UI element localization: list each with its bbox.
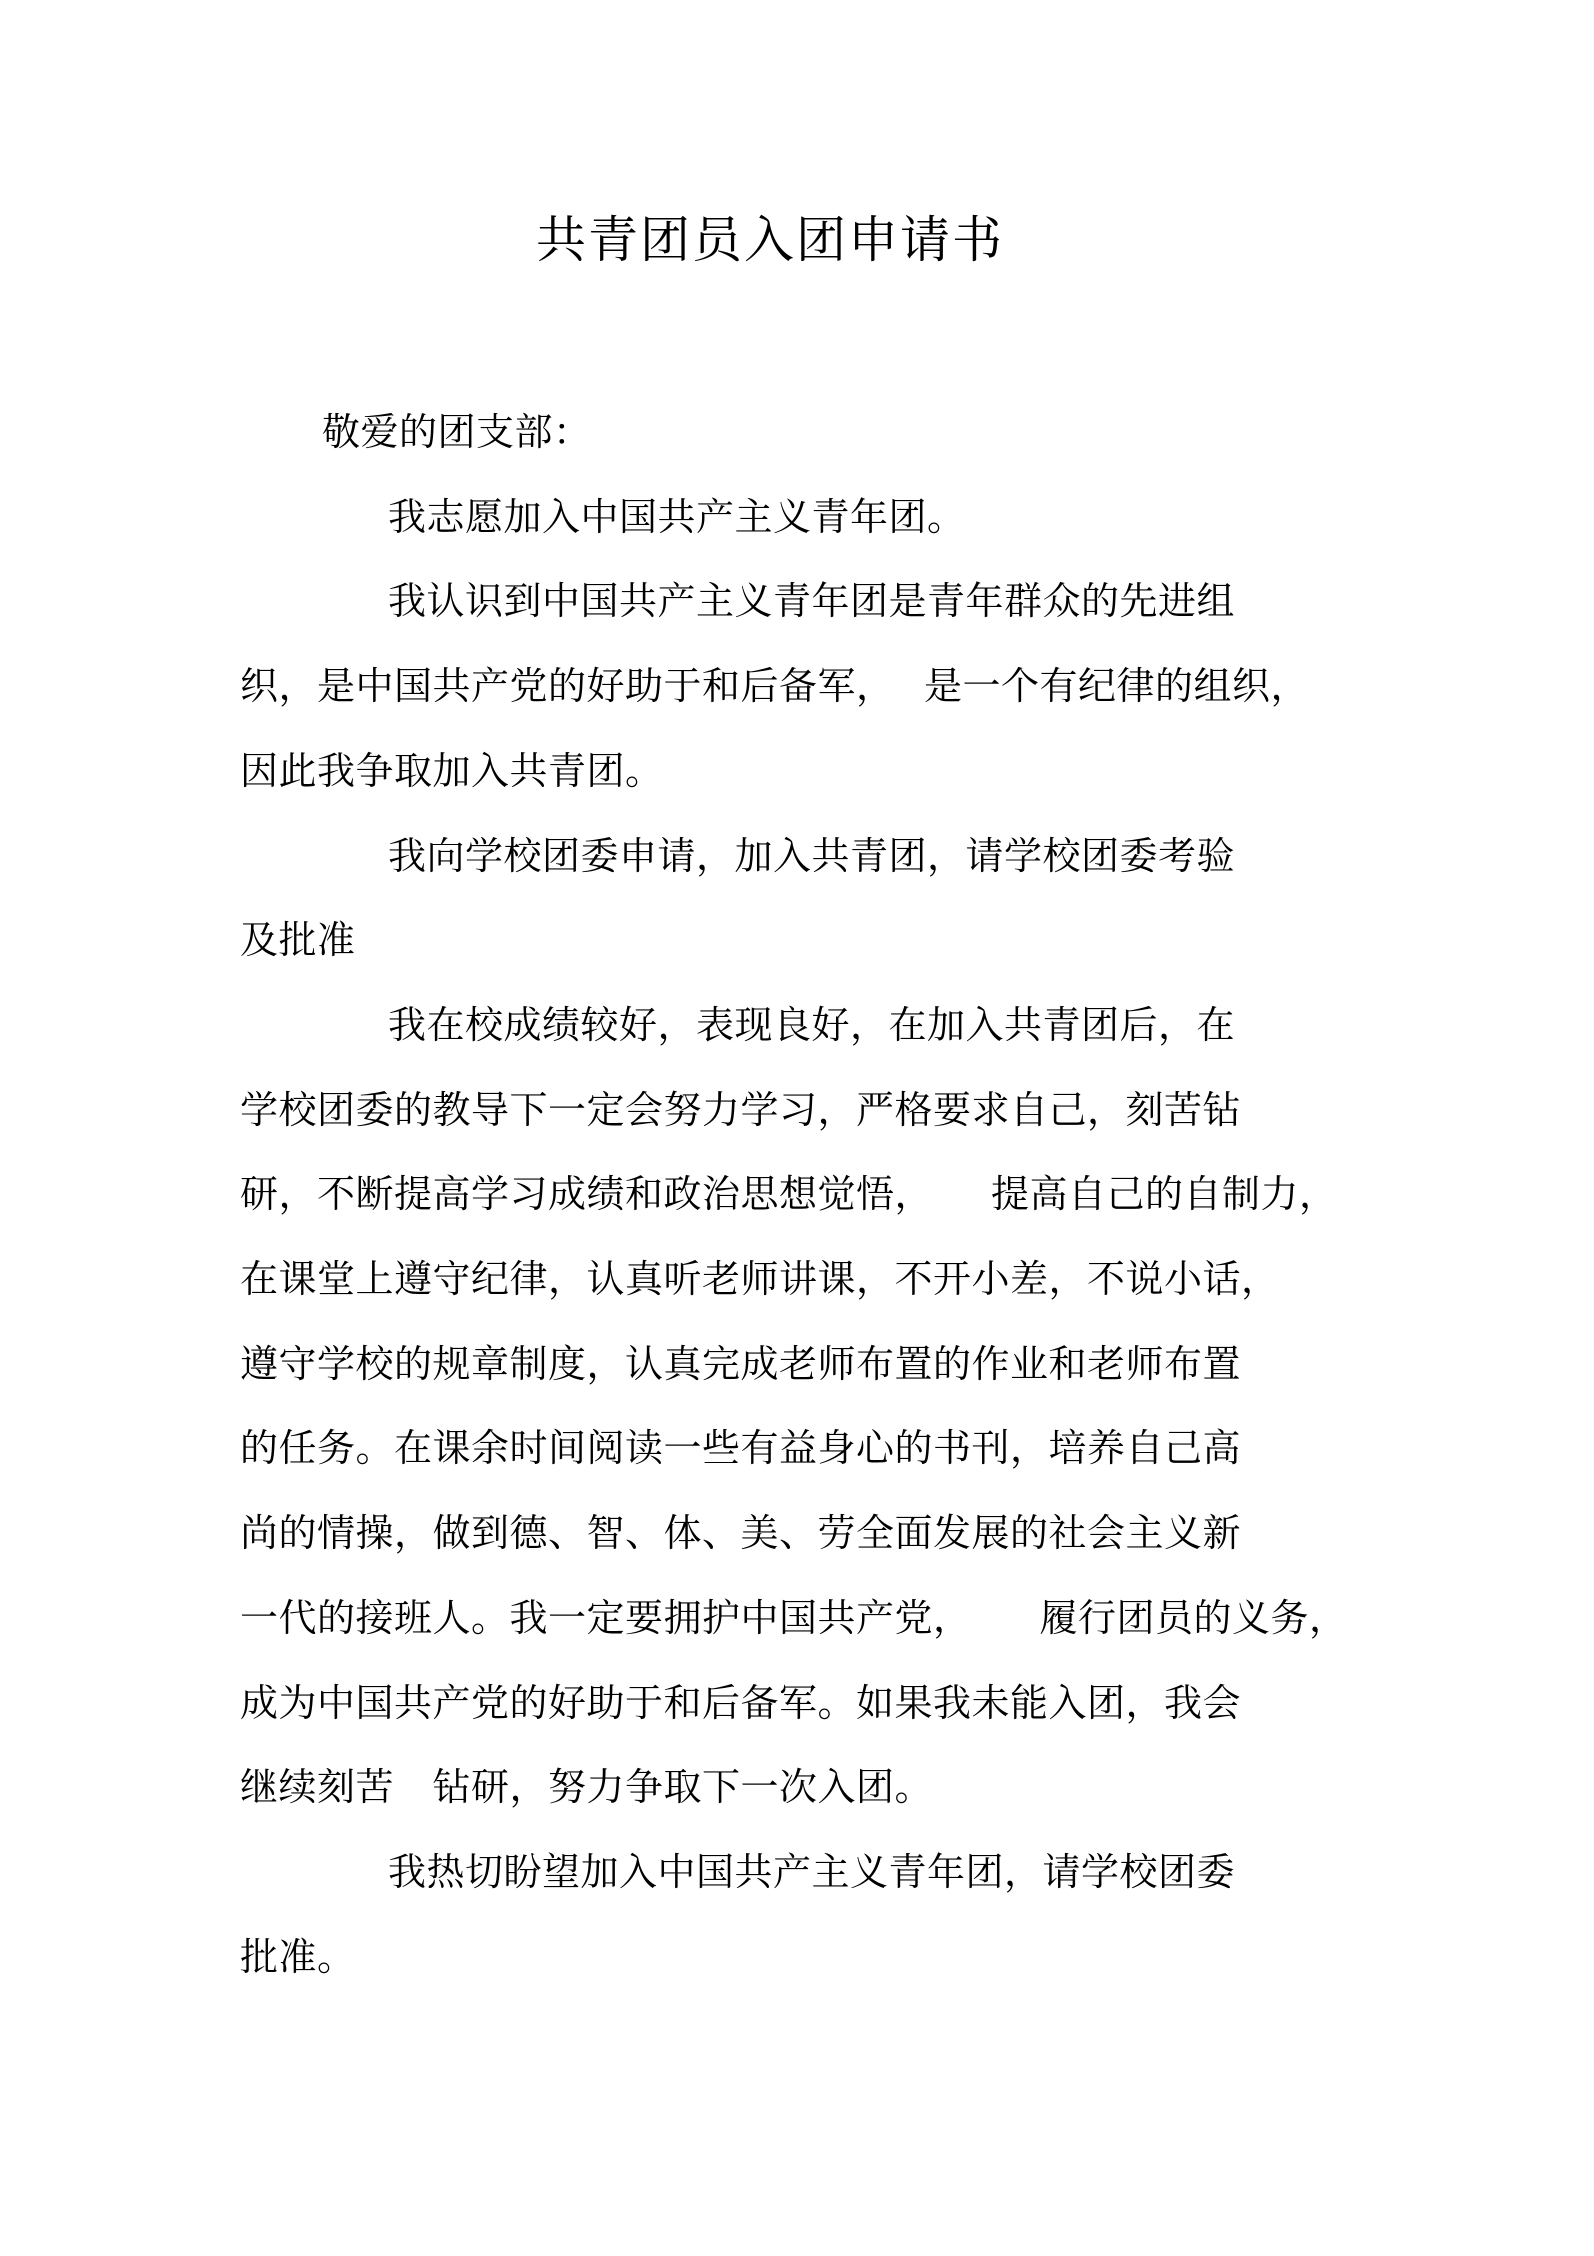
document-body xyxy=(240,391,1348,2000)
document-title: 共青团员入团申请书 xyxy=(536,212,1004,268)
text-line: 我在校成绩较好，表现良好，在加入共青团后，在 xyxy=(388,1004,1236,1047)
text-line: 及批准 xyxy=(240,920,356,963)
text-line: 我志愿加入中国共产主义青年团。 xyxy=(388,496,966,539)
text-line: 尚的情操，做到德、智、体、美、劳全面发展的社会主义新 xyxy=(240,1513,1242,1556)
text-line: 研，不断提高学习成绩和政治思想觉悟， 提高自己的自制力， xyxy=(240,1174,1338,1217)
text-line: 敬爱的团支部： xyxy=(322,412,592,454)
text-line: 织，是中国共产党的好助于和后备军， 是一个有纪律的组织， xyxy=(240,666,1310,709)
text-line: 学校团委的教导下一定会努力学习，严格要求自己，刻苦钻 xyxy=(240,1089,1242,1132)
text-line: 我热切盼望加入中国共产主义青年团，请学校团委 xyxy=(388,1851,1236,1894)
document-content xyxy=(240,0,1348,2000)
text-line: 我认识到中国共产主义青年团是青年群众的先进组 xyxy=(388,581,1236,624)
text-line: 批准。 xyxy=(240,1936,356,1979)
text-line: 继续刻苦 钻研，努力争取下一次入团。 xyxy=(240,1767,934,1810)
text-line: 的任务。在课余时间阅读一些有益身心的书刊，培养自己高 xyxy=(240,1428,1242,1471)
text-line: 一代的接班人。我一定要拥护中国共产党， 履行团员的义务， xyxy=(240,1597,1348,1640)
text-line: 成为中国共产党的好助于和后备军。如果我未能入团，我会 xyxy=(240,1682,1242,1725)
text-line: 遵守学校的规章制度，认真完成老师布置的作业和老师布置 xyxy=(240,1343,1242,1386)
text-line: 因此我争取加入共青团。 xyxy=(240,750,664,793)
text-line: 我向学校团委申请，加入共青团，请学校团委考验 xyxy=(388,835,1236,878)
text-line: 在课堂上遵守纪律，认真听老师讲课，不开小差，不说小话， xyxy=(240,1259,1280,1302)
